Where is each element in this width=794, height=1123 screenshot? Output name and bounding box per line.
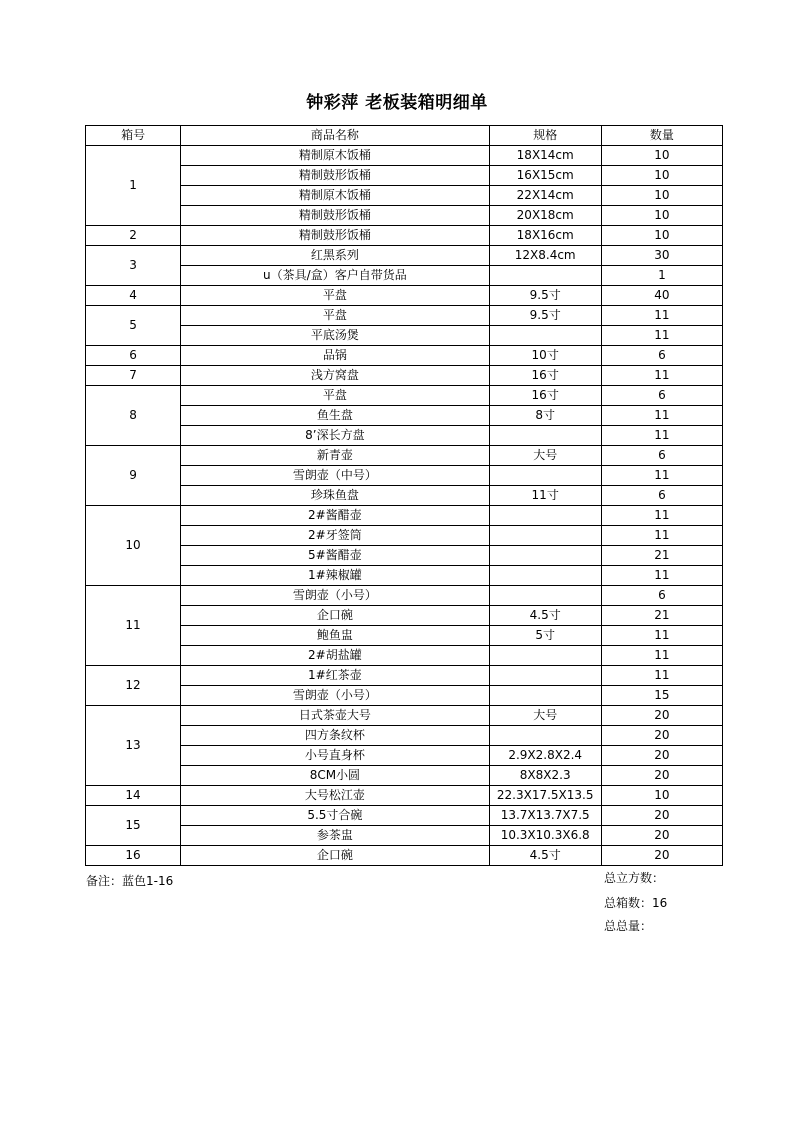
quantity-cell: 11 (601, 466, 722, 486)
specification-cell: 5寸 (489, 626, 601, 646)
box-number-cell: 7 (86, 366, 181, 386)
product-name-cell: 8CM小圆 (181, 766, 489, 786)
specification-cell: 13.7X13.7X7.5 (489, 806, 601, 826)
quantity-cell: 30 (601, 246, 722, 266)
table-row (86, 186, 723, 206)
product-name-cell: 企口碗 (181, 606, 489, 626)
product-name-cell: 精制原木饭桶 (181, 186, 489, 206)
box-number-cell: 9 (86, 446, 181, 506)
quantity-cell: 6 (601, 446, 722, 466)
quantity-cell: 10 (601, 786, 722, 806)
product-name-cell: 2#牙签筒 (181, 526, 489, 546)
specification-cell (489, 506, 601, 526)
product-name-cell: 四方条纹杯 (181, 726, 489, 746)
quantity-cell: 11 (601, 426, 722, 446)
product-name-cell: 浅方窝盘 (181, 366, 489, 386)
table-row (86, 526, 723, 546)
box-number-cell: 4 (86, 286, 181, 306)
table-row (86, 306, 723, 326)
product-name-cell: 企口碗 (181, 846, 489, 866)
quantity-cell: 20 (601, 846, 722, 866)
specification-cell: 16寸 (489, 366, 601, 386)
product-name-cell: 鲍鱼盅 (181, 626, 489, 646)
specification-cell: 16寸 (489, 386, 601, 406)
quantity-cell: 20 (601, 746, 722, 766)
specification-cell: 12X8.4cm (489, 246, 601, 266)
specification-cell: 10寸 (489, 346, 601, 366)
table-row (86, 806, 723, 826)
quantity-cell: 21 (601, 606, 722, 626)
product-name-cell: 2#胡盐罐 (181, 646, 489, 666)
quantity-cell: 20 (601, 806, 722, 826)
box-number-cell: 8 (86, 386, 181, 446)
specification-cell: 大号 (489, 706, 601, 726)
specification-cell (489, 426, 601, 446)
specification-cell (489, 686, 601, 706)
header-product-name: 商品名称 (181, 126, 489, 146)
product-name-cell: 珍珠鱼盘 (181, 486, 489, 506)
table-row (86, 266, 723, 286)
product-name-cell: 5.5寸合碗 (181, 806, 489, 826)
table-row (86, 646, 723, 666)
quantity-cell: 6 (601, 486, 722, 506)
summary-total-weight: 总总量： (604, 919, 653, 933)
quantity-cell: 11 (601, 306, 722, 326)
specification-cell: 4.5寸 (489, 846, 601, 866)
specification-cell: 8X8X2.3 (489, 766, 601, 786)
quantity-cell: 10 (601, 166, 722, 186)
specification-cell (489, 466, 601, 486)
table-row (86, 746, 723, 766)
quantity-cell: 11 (601, 406, 722, 426)
table-header-row (86, 126, 723, 146)
specification-cell (489, 526, 601, 546)
table-row (86, 846, 723, 866)
quantity-cell: 1 (601, 266, 722, 286)
table-row (86, 466, 723, 486)
table-row (86, 226, 723, 246)
table-row (86, 146, 723, 166)
product-name-cell: 雪朗壶（中号） (181, 466, 489, 486)
quantity-cell: 20 (601, 706, 722, 726)
product-name-cell: 2#酱醋壶 (181, 506, 489, 526)
product-name-cell: 1#辣椒罐 (181, 566, 489, 586)
specification-cell: 11寸 (489, 486, 601, 506)
table-row (86, 686, 723, 706)
quantity-cell: 20 (601, 826, 722, 846)
specification-cell (489, 546, 601, 566)
table-row (86, 546, 723, 566)
table-row (86, 326, 723, 346)
product-name-cell: 平底汤煲 (181, 326, 489, 346)
product-name-cell: 1#红茶壶 (181, 666, 489, 686)
box-number-cell: 5 (86, 306, 181, 346)
specification-cell: 2.9X2.8X2.4 (489, 746, 601, 766)
box-number-cell: 6 (86, 346, 181, 366)
box-number-cell: 15 (86, 806, 181, 846)
box-number-cell: 16 (86, 846, 181, 866)
specification-cell: 16X15cm (489, 166, 601, 186)
product-name-cell: 雪朗壶（小号） (181, 586, 489, 606)
specification-cell: 4.5寸 (489, 606, 601, 626)
quantity-cell: 11 (601, 326, 722, 346)
quantity-cell: 15 (601, 686, 722, 706)
specification-cell (489, 586, 601, 606)
table-row (86, 786, 723, 806)
quantity-cell: 11 (601, 646, 722, 666)
table-row (86, 206, 723, 226)
header-box-number: 箱号 (86, 126, 181, 146)
table-row (86, 826, 723, 846)
quantity-cell: 11 (601, 566, 722, 586)
quantity-cell: 11 (601, 506, 722, 526)
page-title: 钟彩萍 老板装箱明细单 (306, 93, 488, 113)
specification-cell (489, 726, 601, 746)
header-specification: 规格 (489, 126, 601, 146)
table-body (86, 146, 723, 866)
quantity-cell: 11 (601, 526, 722, 546)
table-row (86, 366, 723, 386)
header-quantity: 数量 (601, 126, 722, 146)
product-name-cell: 雪朗壶（小号） (181, 686, 489, 706)
product-name-cell: 精制鼓形饭桶 (181, 226, 489, 246)
product-name-cell: 参茶盅 (181, 826, 489, 846)
table-row (86, 166, 723, 186)
product-name-cell: 鱼生盘 (181, 406, 489, 426)
table-row (86, 286, 723, 306)
product-name-cell: 新青壶 (181, 446, 489, 466)
table-row (86, 726, 723, 746)
summary-total-boxes: 总箱数：16 (604, 896, 668, 910)
specification-cell: 22X14cm (489, 186, 601, 206)
quantity-cell: 10 (601, 186, 722, 206)
product-name-cell: 平盘 (181, 286, 489, 306)
product-name-cell: 精制鼓形饭桶 (181, 166, 489, 186)
product-name-cell: 5#酱醋壶 (181, 546, 489, 566)
box-number-cell: 13 (86, 706, 181, 786)
product-name-cell: 大号松江壶 (181, 786, 489, 806)
table-row (86, 446, 723, 466)
product-name-cell: 品锅 (181, 346, 489, 366)
specification-cell (489, 646, 601, 666)
table-row (86, 626, 723, 646)
specification-cell (489, 266, 601, 286)
table-row (86, 406, 723, 426)
quantity-cell: 10 (601, 206, 722, 226)
quantity-cell: 10 (601, 226, 722, 246)
product-name-cell: 8’深长方盘 (181, 426, 489, 446)
specification-cell: 10.3X10.3X6.8 (489, 826, 601, 846)
quantity-cell: 20 (601, 766, 722, 786)
specification-cell (489, 566, 601, 586)
specification-cell: 22.3X17.5X13.5 (489, 786, 601, 806)
specification-cell: 9.5寸 (489, 306, 601, 326)
quantity-cell: 6 (601, 346, 722, 366)
summary-total-volume: 总立方数： (604, 871, 665, 885)
product-name-cell: 精制原木饭桶 (181, 146, 489, 166)
table-row (86, 246, 723, 266)
box-number-cell: 10 (86, 506, 181, 586)
product-name-cell: 小号直身杯 (181, 746, 489, 766)
table-row (86, 666, 723, 686)
product-name-cell: 精制鼓形饭桶 (181, 206, 489, 226)
table-row (86, 566, 723, 586)
product-name-cell: 平盘 (181, 386, 489, 406)
table-row (86, 506, 723, 526)
table-row (86, 486, 723, 506)
quantity-cell: 40 (601, 286, 722, 306)
remark-note: 备注：蓝色1-16 (86, 874, 174, 888)
box-number-cell: 14 (86, 786, 181, 806)
table-row (86, 586, 723, 606)
specification-cell: 大号 (489, 446, 601, 466)
box-number-cell: 12 (86, 666, 181, 706)
specification-cell: 18X14cm (489, 146, 601, 166)
specification-cell (489, 326, 601, 346)
table-row (86, 386, 723, 406)
quantity-cell: 6 (601, 386, 722, 406)
quantity-cell: 6 (601, 586, 722, 606)
quantity-cell: 11 (601, 666, 722, 686)
packing-list-table (85, 125, 723, 866)
quantity-cell: 10 (601, 146, 722, 166)
product-name-cell: 平盘 (181, 306, 489, 326)
box-number-cell: 1 (86, 146, 181, 226)
table-row (86, 706, 723, 726)
box-number-cell: 2 (86, 226, 181, 246)
product-name-cell: 红黑系列 (181, 246, 489, 266)
table-row (86, 766, 723, 786)
specification-cell: 18X16cm (489, 226, 601, 246)
quantity-cell: 21 (601, 546, 722, 566)
table-row (86, 606, 723, 626)
specification-cell: 20X18cm (489, 206, 601, 226)
box-number-cell: 3 (86, 246, 181, 286)
specification-cell (489, 666, 601, 686)
quantity-cell: 20 (601, 726, 722, 746)
product-name-cell: 日式茶壶大号 (181, 706, 489, 726)
quantity-cell: 11 (601, 366, 722, 386)
quantity-cell: 11 (601, 626, 722, 646)
product-name-cell: u（茶具/盒）客户自带货品 (181, 266, 489, 286)
table-row (86, 426, 723, 446)
specification-cell: 9.5寸 (489, 286, 601, 306)
specification-cell: 8寸 (489, 406, 601, 426)
box-number-cell: 11 (86, 586, 181, 666)
table-row (86, 346, 723, 366)
